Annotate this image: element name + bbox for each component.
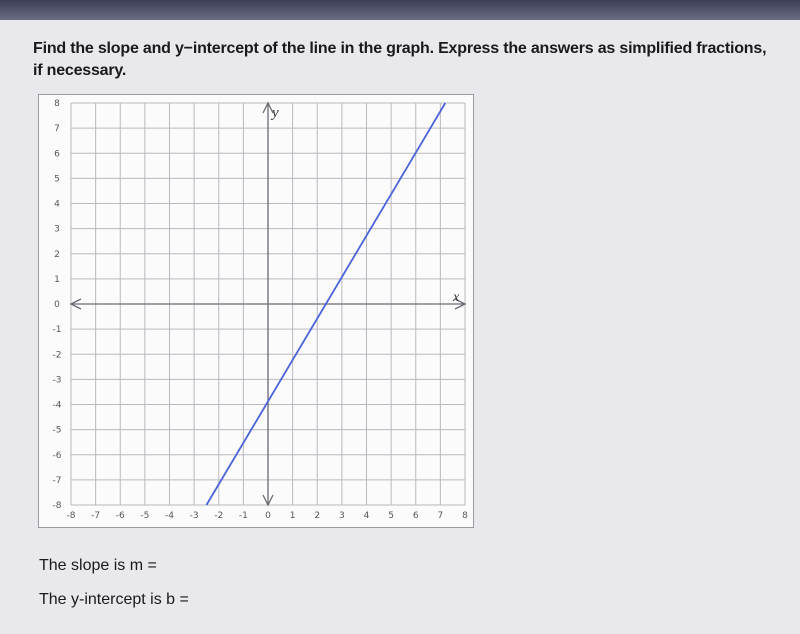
y-tick-label: 4: [54, 199, 60, 210]
x-tick-label: -8: [66, 511, 76, 521]
x-tick-label: 2: [314, 511, 321, 521]
x-axis-label: x: [453, 290, 460, 305]
y-tick-label: 8: [54, 99, 60, 109]
y-tick-label: 6: [54, 149, 60, 160]
x-tick-label: 1: [289, 511, 296, 521]
y-tick-label: -7: [52, 475, 62, 486]
x-tick-label: -5: [140, 511, 150, 521]
x-tick-label: 8: [462, 511, 468, 521]
y-tick-label: -6: [52, 450, 62, 461]
y-tick-label: 7: [54, 124, 60, 135]
x-tick-label: 7: [437, 511, 444, 521]
y-tick-label: 2: [54, 249, 60, 260]
slope-row: [39, 556, 221, 576]
slope-label: The slope is m =: [39, 557, 157, 575]
x-tick-label: 5: [388, 511, 394, 521]
intercept-input[interactable]: [193, 590, 253, 610]
y-tick-label: 1: [54, 274, 60, 285]
x-tick-label: -6: [115, 511, 125, 521]
x-tick-label: 4: [363, 511, 370, 521]
y-tick-label: -5: [52, 425, 62, 436]
question-prompt: Find the slope and y−intercept of the line in the graph. Express the answers as simplified fractions, if necessary.: [33, 40, 767, 79]
y-tick-label: -4: [52, 400, 62, 411]
y-tick-label: -1: [52, 325, 62, 336]
x-tick-label: -2: [214, 511, 224, 521]
y-tick-label: -2: [52, 350, 62, 361]
y-axis-label: y: [272, 105, 279, 121]
x-tick-label: -4: [165, 511, 174, 521]
y-tick-label: -8: [52, 501, 62, 511]
slope-input[interactable]: [161, 556, 221, 576]
y-tick-label: 0: [54, 300, 60, 310]
x-tick-label: -1: [238, 511, 248, 521]
x-tick-label: -7: [91, 511, 101, 521]
y-tick-label: -3: [52, 375, 62, 386]
x-tick-label: -3: [189, 511, 199, 521]
x-tick-label: 0: [265, 511, 271, 521]
intercept-row: [39, 590, 253, 610]
coordinate-graph: [38, 94, 474, 528]
y-tick-label: 3: [54, 224, 60, 235]
x-tick-label: 3: [339, 511, 345, 521]
window-top-bar: [0, 0, 800, 20]
y-tick-label: 5: [54, 174, 60, 185]
x-tick-label: 6: [412, 511, 419, 521]
intercept-label: The y-intercept is b =: [39, 591, 189, 609]
graph-canvas: [39, 95, 473, 527]
